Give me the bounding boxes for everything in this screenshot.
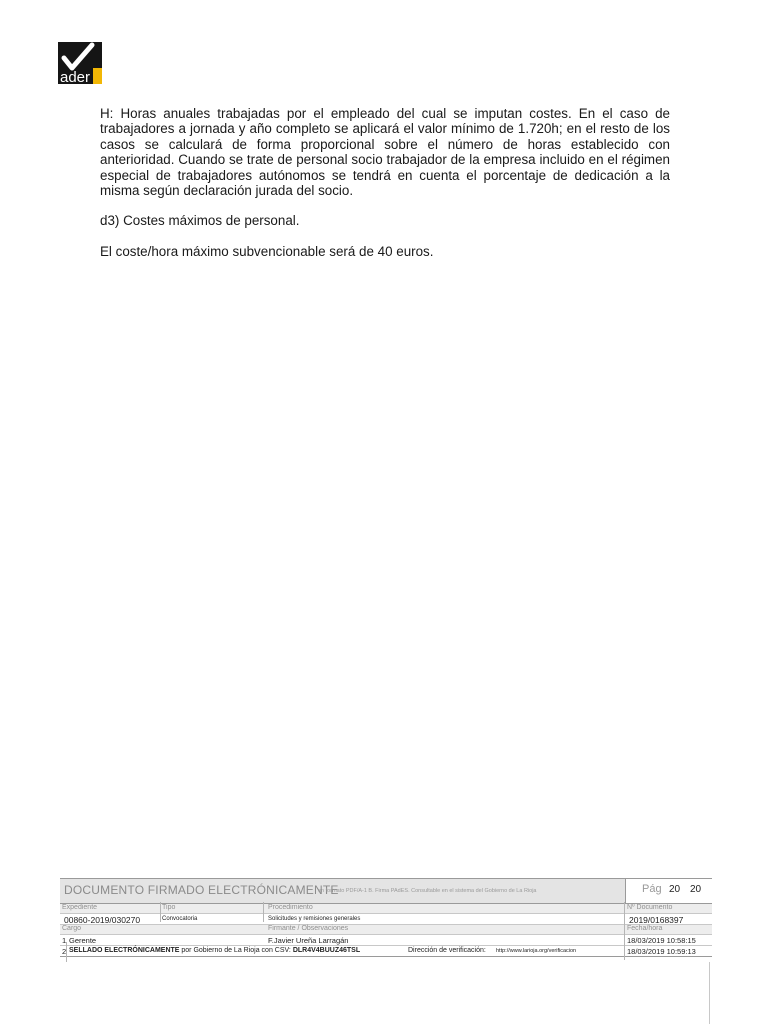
right-margin-rule (709, 962, 710, 1024)
page-counter (625, 879, 713, 903)
checkmark-logo-icon (58, 42, 102, 84)
signature-title: DOCUMENTO FIRMADO ELECTRÓNICAMENTE (64, 883, 339, 897)
value-n-documento: 2019/0168397 (629, 915, 684, 925)
signer-2-index: 2 (62, 947, 67, 956)
value-procedimiento: Solicitudes y remisiones generales (268, 916, 361, 922)
value-row-expediente (60, 914, 712, 925)
signer-row-1 (60, 935, 712, 946)
value-expediente: 00860-2019/030270 (64, 915, 141, 925)
label-tipo: Tipo (162, 904, 176, 911)
divider-tipo (160, 902, 161, 922)
heading-costes-maximos: d3) Costes máximos de personal. (100, 213, 300, 229)
page-label: Pág (642, 883, 662, 895)
page-number: 20 (669, 884, 681, 895)
label-row-expediente (60, 904, 712, 914)
value-tipo: Convocatoria (162, 916, 198, 922)
verification-url[interactable]: http://www.larioja.org/verificacion (496, 948, 577, 954)
label-cargo: Cargo (62, 925, 82, 932)
signer-2-cargo-rest: por Gobierno de La Rioja con CSV: (179, 947, 293, 954)
signer-1-index: 1 (62, 936, 67, 945)
divider-right-column (624, 902, 625, 960)
label-row-cargo (60, 925, 712, 935)
signer-2-sellado: SELLADO ELECTRÓNICAMENTE (69, 947, 180, 954)
ader-logo (58, 42, 102, 84)
signature-note: en formato PDF/A-1 B. Firma PAdES. Consultable en el sistema del Gobierno de La Rioja (318, 888, 537, 894)
signer-row-2 (60, 946, 712, 957)
label-firmante: Firmante / Observaciones (268, 925, 349, 932)
paragraph-coste-hora: El coste/hora máximo subvencionable será de 40 euros. (100, 243, 434, 259)
divider-procedimiento (263, 902, 264, 922)
label-fecha-hora: Fecha/hora (627, 925, 663, 932)
signer-1-fecha: 18/03/2019 10:58:15 (627, 936, 696, 945)
paragraph-horas: H: Horas anuales trabajadas por el empleado del cual se imputan costes. En el caso de trabajadores a jornada y año completo se aplicará el valor mínimo de 1.720h; en el resto de los casos se calculará de forma proporcional sobre el número de horas establecido con anterioridad. Cuando se trate de personal socio trabajador de la empresa incluido en el régimen especial de trabajadores autónomos se tendrá en cuenta el porcentaje de dedicación a la misma según declaración jurada del socio. (100, 106, 670, 199)
signer-1-cargo: Gerente (69, 936, 97, 945)
document-body (100, 106, 670, 259)
signer-2-fecha: 18/03/2019 10:59:13 (627, 947, 696, 956)
label-expediente: Expediente (62, 904, 98, 911)
logo-text: ader (60, 69, 91, 84)
signature-block (60, 878, 712, 957)
label-n-documento: Nº Documento (627, 904, 673, 911)
signature-header (60, 878, 712, 904)
divider-index (66, 942, 67, 962)
signer-2-csv: DLR4V4BUUZ46TSL (292, 947, 361, 954)
page-total: 20 (690, 884, 702, 895)
verification-label: Dirección de verificación: (408, 947, 486, 954)
signer-1-firmante: F.Javier Ureña Larragán (268, 936, 349, 945)
label-procedimiento: Procedimiento (268, 904, 313, 911)
signer-2-cargo (69, 947, 360, 954)
